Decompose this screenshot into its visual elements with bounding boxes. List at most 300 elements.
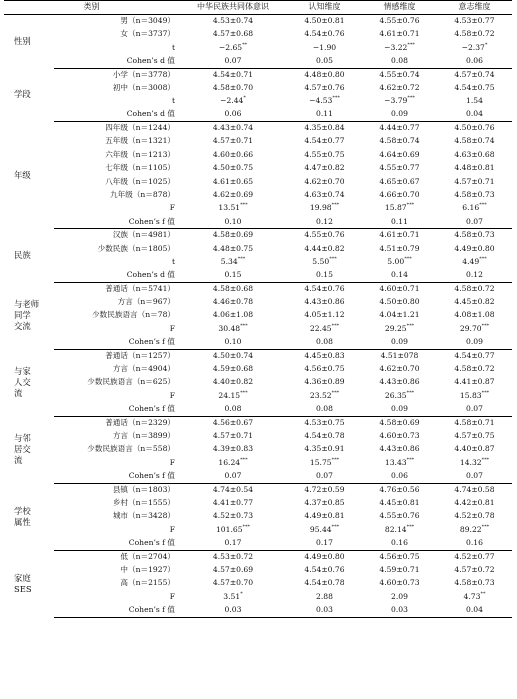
cell-value: 4.60±0.73 bbox=[379, 431, 420, 440]
cell-total bbox=[179, 376, 287, 389]
cell-emotional bbox=[362, 55, 437, 68]
cell-volitional bbox=[437, 68, 512, 81]
cell-volitional bbox=[437, 523, 512, 536]
cell-value: 15.75 bbox=[309, 457, 332, 467]
cell-volitional bbox=[437, 269, 512, 282]
cell-cognitive bbox=[287, 68, 362, 81]
cell-volitional bbox=[437, 577, 512, 590]
cell-value: 4.55±0.76 bbox=[379, 511, 420, 521]
significance-mark: *** bbox=[481, 389, 490, 396]
cell-value: 4.50±0.80 bbox=[379, 297, 420, 307]
cell-emotional bbox=[362, 590, 437, 603]
significance-mark: *** bbox=[407, 95, 415, 102]
cell-total bbox=[179, 282, 287, 295]
table-row bbox=[4, 282, 512, 295]
cell-value: 4.58±0.72 bbox=[454, 364, 495, 374]
cell-total bbox=[179, 202, 287, 215]
group-label bbox=[4, 483, 54, 550]
cell-value: 4.40±0.87 bbox=[454, 444, 495, 454]
group-label-line: SES bbox=[14, 583, 32, 594]
cell-cognitive bbox=[287, 148, 362, 161]
significance-mark: *** bbox=[406, 456, 415, 463]
cell-value: 0.11 bbox=[391, 216, 408, 226]
cell-value: 0.05 bbox=[316, 55, 333, 65]
significance-mark: * bbox=[484, 41, 488, 48]
cell-value: 4.58±0.74 bbox=[454, 136, 495, 146]
row-label: 中（n＝1927） bbox=[120, 564, 175, 574]
table-row bbox=[4, 242, 512, 255]
cell-volitional bbox=[437, 389, 512, 402]
cell-value: 4.37±0.85 bbox=[304, 497, 345, 507]
group-label bbox=[4, 416, 54, 483]
row-label: 方言（n＝3899） bbox=[112, 431, 175, 440]
row-label: 少数民族语言（n＝625） bbox=[87, 377, 175, 387]
cell-cognitive bbox=[287, 510, 362, 523]
cell-emotional bbox=[362, 215, 437, 228]
cell-volitional bbox=[437, 349, 512, 362]
cell-volitional bbox=[437, 55, 512, 68]
row-label: Cohen’s f 值 bbox=[54, 604, 179, 617]
table-row bbox=[4, 189, 512, 202]
row-label: F bbox=[169, 323, 175, 333]
cell-value: 4.57±0.76 bbox=[304, 82, 345, 92]
cell-value: 4.45±0.82 bbox=[454, 297, 495, 307]
cell-value: 4.49±0.80 bbox=[454, 243, 495, 253]
cell-volitional bbox=[437, 456, 512, 469]
cell-value: 0.09 bbox=[391, 337, 408, 347]
cell-cognitive bbox=[287, 389, 362, 402]
significance-mark: *** bbox=[331, 523, 340, 530]
cell-cognitive bbox=[287, 537, 362, 550]
table-row bbox=[4, 523, 512, 536]
cell-cognitive bbox=[287, 162, 362, 175]
row-label: Cohen’s f 值 bbox=[54, 215, 179, 228]
group-label bbox=[4, 282, 54, 349]
table-row bbox=[4, 95, 512, 108]
cell-cognitive bbox=[287, 416, 362, 429]
cell-emotional bbox=[362, 416, 437, 429]
table-row bbox=[4, 349, 512, 362]
cell-cognitive bbox=[287, 322, 362, 335]
cell-value: 95.44 bbox=[309, 524, 332, 534]
cell-cognitive bbox=[287, 215, 362, 228]
cell-value: 4.52±0.78 bbox=[454, 511, 495, 521]
cell-total bbox=[179, 41, 287, 54]
cell-value: 4.56±0.75 bbox=[304, 364, 345, 374]
cell-emotional bbox=[362, 363, 437, 376]
cell-total bbox=[179, 296, 287, 309]
cell-value: 4.74±0.54 bbox=[212, 484, 254, 494]
cell-volitional bbox=[437, 403, 512, 416]
cell-value: 4.74±0.58 bbox=[454, 484, 495, 494]
cell-volitional bbox=[437, 537, 512, 550]
cell-value: 2.88 bbox=[316, 591, 333, 601]
cell-volitional bbox=[437, 510, 512, 523]
cell-value: 0.14 bbox=[391, 270, 408, 280]
cell-emotional bbox=[362, 389, 437, 402]
row-label: Cohen’s d 值 bbox=[54, 108, 179, 121]
row-label: 少数民族语言（n＝558） bbox=[87, 444, 175, 454]
cell-value: 0.04 bbox=[466, 109, 483, 119]
table-row bbox=[4, 497, 512, 510]
significance-mark: *** bbox=[242, 523, 251, 530]
table-row bbox=[4, 68, 512, 81]
row-label: Cohen’s f 值 bbox=[54, 470, 179, 483]
significance-mark: *** bbox=[479, 255, 487, 262]
cell-cognitive bbox=[287, 523, 362, 536]
cell-emotional bbox=[362, 269, 437, 282]
cell-value: 4.57±0.71 bbox=[212, 431, 254, 440]
cell-cognitive bbox=[287, 376, 362, 389]
cell-cognitive bbox=[287, 577, 362, 590]
cell-volitional bbox=[437, 430, 512, 443]
cell-volitional bbox=[437, 497, 512, 510]
cell-value: 4.57±0.75 bbox=[454, 431, 495, 440]
cell-value: 0.03 bbox=[391, 604, 408, 614]
cell-value: 4.50±0.74 bbox=[212, 350, 254, 360]
cell-emotional bbox=[362, 175, 437, 188]
cell-value: 4.73 bbox=[463, 591, 481, 601]
cell-emotional bbox=[362, 604, 437, 617]
table-row bbox=[4, 41, 512, 54]
cell-value: 4.53±0.74 bbox=[212, 16, 254, 26]
cell-value: 0.07 bbox=[224, 55, 242, 65]
group-label-line: 流 bbox=[14, 455, 23, 466]
cell-total bbox=[179, 470, 287, 483]
cell-value: 0.06 bbox=[466, 55, 483, 65]
cell-value: 14.32 bbox=[459, 457, 482, 467]
cell-value: 4.40±0.82 bbox=[212, 377, 254, 387]
cell-value: 4.57±0.71 bbox=[454, 176, 495, 186]
table-row bbox=[4, 55, 512, 68]
row-label: Cohen’s f 值 bbox=[54, 537, 179, 550]
cell-total bbox=[179, 122, 287, 135]
cell-emotional bbox=[362, 497, 437, 510]
row-label: 女（n＝3737） bbox=[120, 29, 175, 39]
cell-emotional bbox=[362, 470, 437, 483]
table-row bbox=[4, 202, 512, 215]
row-label: 普通话（n＝2329） bbox=[105, 417, 175, 427]
cell-value: 4.59±0.71 bbox=[379, 564, 420, 574]
significance-mark: *** bbox=[237, 255, 246, 262]
cell-volitional bbox=[437, 148, 512, 161]
cell-value: 23.52 bbox=[309, 390, 332, 400]
cell-cognitive bbox=[287, 202, 362, 215]
cell-volitional bbox=[437, 162, 512, 175]
cell-value: 4.50±0.76 bbox=[454, 123, 495, 133]
cell-volitional bbox=[437, 443, 512, 456]
table-row bbox=[4, 162, 512, 175]
table-row bbox=[4, 108, 512, 121]
significance-mark: *** bbox=[331, 456, 340, 463]
group-label bbox=[4, 68, 54, 122]
cell-volitional bbox=[437, 296, 512, 309]
cell-value: 4.61±0.71 bbox=[379, 29, 420, 39]
cell-value: 0.06 bbox=[224, 109, 242, 119]
cell-emotional bbox=[362, 296, 437, 309]
cell-total bbox=[179, 403, 287, 416]
cell-value: 3.51 bbox=[223, 591, 241, 601]
cell-volitional bbox=[437, 122, 512, 135]
cell-value: 4.48±0.75 bbox=[212, 243, 254, 253]
cell-emotional bbox=[362, 376, 437, 389]
table-row bbox=[4, 403, 512, 416]
cell-total bbox=[179, 108, 287, 121]
cell-cognitive bbox=[287, 564, 362, 577]
cell-total bbox=[179, 229, 287, 242]
significance-mark: * bbox=[240, 590, 243, 597]
table-row bbox=[4, 269, 512, 282]
table-row bbox=[4, 15, 512, 28]
group-label-line: 民族 bbox=[14, 250, 31, 261]
cell-volitional bbox=[437, 550, 512, 563]
cell-cognitive bbox=[287, 28, 362, 41]
cell-value: 4.46±0.78 bbox=[212, 297, 254, 307]
cell-total bbox=[179, 189, 287, 202]
cell-value: 4.41±0.87 bbox=[454, 377, 495, 387]
cell-value: 4.44±0.82 bbox=[304, 243, 345, 253]
cell-volitional bbox=[437, 135, 512, 148]
table-row bbox=[4, 443, 512, 456]
cell-volitional bbox=[437, 376, 512, 389]
row-label: Cohen’s d 值 bbox=[54, 269, 179, 282]
cell-value: 29.25 bbox=[384, 323, 407, 333]
significance-mark: *** bbox=[240, 322, 248, 329]
row-label: t bbox=[171, 42, 175, 52]
cell-value: 4.58±0.72 bbox=[454, 29, 495, 39]
cell-value: 4.41±0.77 bbox=[212, 497, 254, 507]
cell-total bbox=[179, 523, 287, 536]
cell-emotional bbox=[362, 322, 437, 335]
row-label: 九年级（n＝878） bbox=[110, 189, 175, 199]
cell-total bbox=[179, 564, 287, 577]
cell-value: 4.50±0.81 bbox=[304, 16, 345, 26]
cell-value: 4.54±0.76 bbox=[304, 29, 345, 39]
cell-emotional bbox=[362, 108, 437, 121]
row-label: 低（n＝2704） bbox=[120, 551, 175, 561]
cell-cognitive bbox=[287, 95, 362, 108]
cell-value: 0.07 bbox=[224, 470, 242, 480]
cell-volitional bbox=[437, 590, 512, 603]
row-label: 小学（n＝3778） bbox=[112, 69, 175, 79]
cell-value: 0.12 bbox=[466, 270, 483, 280]
cell-value: 4.61±0.71 bbox=[379, 230, 420, 240]
cell-value: 4.61±0.65 bbox=[212, 176, 254, 186]
cell-value: 4.58±0.74 bbox=[379, 136, 420, 146]
cell-emotional bbox=[362, 309, 437, 322]
cell-value: 0.08 bbox=[316, 337, 333, 347]
cell-value: 4.35±0.84 bbox=[304, 123, 345, 133]
table-row bbox=[4, 28, 512, 41]
cell-volitional bbox=[437, 108, 512, 121]
table-row bbox=[4, 148, 512, 161]
cell-value: 0.08 bbox=[224, 403, 242, 413]
row-label: t bbox=[171, 256, 175, 266]
cell-emotional bbox=[362, 41, 437, 54]
cell-value: 15.87 bbox=[384, 203, 407, 213]
cell-value: 4.62±0.69 bbox=[212, 189, 254, 199]
cell-value: 4.04±1.21 bbox=[379, 310, 420, 320]
table-row bbox=[4, 550, 512, 563]
cell-value: 4.54±0.78 bbox=[304, 431, 345, 440]
table-row bbox=[4, 376, 512, 389]
header-category: 类别 bbox=[4, 1, 179, 15]
group-label bbox=[4, 122, 54, 229]
table-row bbox=[4, 456, 512, 469]
cell-value: 0.10 bbox=[224, 216, 242, 226]
cell-volitional bbox=[437, 309, 512, 322]
cell-value: 4.60±0.71 bbox=[379, 283, 420, 293]
table-row bbox=[4, 416, 512, 429]
cell-emotional bbox=[362, 229, 437, 242]
significance-mark: *** bbox=[404, 255, 412, 262]
cell-volitional bbox=[437, 189, 512, 202]
cell-emotional bbox=[362, 148, 437, 161]
cell-value: 4.63±0.74 bbox=[304, 189, 345, 199]
cell-cognitive bbox=[287, 242, 362, 255]
group-label bbox=[4, 349, 54, 416]
cell-cognitive bbox=[287, 349, 362, 362]
cell-value: 4.62±0.72 bbox=[379, 82, 420, 92]
cell-volitional bbox=[437, 604, 512, 617]
cell-emotional bbox=[362, 95, 437, 108]
cell-cognitive bbox=[287, 55, 362, 68]
cell-value: 4.58±0.72 bbox=[454, 283, 495, 293]
table-row bbox=[4, 336, 512, 349]
cell-value: 4.54±0.76 bbox=[304, 564, 345, 574]
significance-mark: ** bbox=[480, 590, 486, 597]
cell-value: 4.53±0.77 bbox=[454, 16, 495, 26]
row-label: F bbox=[169, 457, 175, 467]
cell-emotional bbox=[362, 202, 437, 215]
header-row bbox=[4, 1, 512, 15]
group-label-line: 学校 bbox=[14, 505, 31, 516]
cell-cognitive bbox=[287, 282, 362, 295]
significance-mark: *** bbox=[481, 523, 490, 530]
cell-total bbox=[179, 456, 287, 469]
cell-volitional bbox=[437, 416, 512, 429]
cell-value: −2.65 bbox=[218, 42, 243, 52]
table-row bbox=[4, 81, 512, 94]
cell-value: 4.49±0.81 bbox=[304, 511, 345, 521]
cell-total bbox=[179, 389, 287, 402]
cell-volitional bbox=[437, 564, 512, 577]
cell-cognitive bbox=[287, 15, 362, 28]
cell-value: 4.06±1.08 bbox=[212, 310, 254, 320]
cell-total bbox=[179, 175, 287, 188]
significance-mark: *** bbox=[240, 389, 248, 396]
cell-value: 4.58±0.73 bbox=[454, 230, 495, 240]
table-row bbox=[4, 363, 512, 376]
cell-value: 2.09 bbox=[391, 591, 408, 601]
cell-value: 4.58±0.73 bbox=[454, 189, 495, 199]
cell-total bbox=[179, 322, 287, 335]
table-row bbox=[4, 256, 512, 269]
cell-value: 4.58±0.71 bbox=[454, 417, 495, 427]
row-label: 普通话（n＝5741） bbox=[105, 283, 175, 293]
cell-value: 4.48±0.81 bbox=[454, 163, 495, 173]
row-label: F bbox=[169, 524, 175, 534]
cell-volitional bbox=[437, 336, 512, 349]
cell-volitional bbox=[437, 81, 512, 94]
cell-value: 1.54 bbox=[466, 96, 483, 106]
cell-value: −2.37 bbox=[461, 42, 485, 52]
cell-volitional bbox=[437, 256, 512, 269]
cell-total bbox=[179, 604, 287, 617]
cell-value: 4.62±0.70 bbox=[304, 176, 345, 186]
cell-value: 4.05±1.12 bbox=[304, 310, 345, 320]
significance-mark: ** bbox=[242, 41, 248, 48]
cell-cognitive bbox=[287, 81, 362, 94]
group-label-line: 同学 bbox=[14, 310, 31, 321]
cell-value: 4.52±0.77 bbox=[454, 551, 495, 561]
table-row bbox=[4, 215, 512, 228]
group-label-line: 流 bbox=[14, 388, 23, 399]
cell-value: 4.72±0.59 bbox=[304, 484, 345, 494]
cell-value: 4.57±0.69 bbox=[212, 564, 254, 574]
cell-value: 13.43 bbox=[384, 457, 407, 467]
cell-value: 4.55±0.76 bbox=[379, 16, 420, 26]
cell-cognitive bbox=[287, 590, 362, 603]
cell-cognitive bbox=[287, 269, 362, 282]
cell-cognitive bbox=[287, 403, 362, 416]
cell-total bbox=[179, 510, 287, 523]
cell-volitional bbox=[437, 229, 512, 242]
cell-value: 4.59±0.68 bbox=[212, 364, 254, 374]
cell-value: 89.22 bbox=[459, 524, 482, 534]
cell-value: 4.60±0.66 bbox=[212, 149, 254, 159]
cell-total bbox=[179, 416, 287, 429]
row-label: 四年级（n＝1244） bbox=[105, 123, 175, 133]
cell-value: 26.35 bbox=[384, 390, 407, 400]
table-row bbox=[4, 430, 512, 443]
header-total: 中华民族共同体意识 bbox=[179, 1, 287, 15]
cell-value: 5.50 bbox=[312, 256, 330, 266]
cell-value: 4.49±0.80 bbox=[304, 551, 345, 561]
cell-value: 4.55±0.77 bbox=[379, 163, 420, 173]
cell-emotional bbox=[362, 135, 437, 148]
cell-value: 4.58±0.68 bbox=[212, 283, 254, 293]
significance-mark: *** bbox=[406, 202, 415, 209]
cell-emotional bbox=[362, 282, 437, 295]
table-row bbox=[4, 229, 512, 242]
cell-value: 5.34 bbox=[220, 256, 238, 266]
table-row bbox=[4, 322, 512, 335]
cell-volitional bbox=[437, 215, 512, 228]
cell-value: 4.64±0.69 bbox=[379, 149, 420, 159]
cell-value: 0.07 bbox=[316, 470, 333, 480]
cell-emotional bbox=[362, 537, 437, 550]
cell-value: 4.56±0.75 bbox=[379, 551, 420, 561]
cell-value: 4.54±0.71 bbox=[212, 69, 254, 79]
cell-volitional bbox=[437, 470, 512, 483]
cell-value: 4.36±0.89 bbox=[304, 377, 345, 387]
row-label: 乡村（n＝1555） bbox=[112, 497, 175, 507]
group-label bbox=[4, 229, 54, 283]
cell-cognitive bbox=[287, 363, 362, 376]
cell-value: 4.44±0.77 bbox=[379, 123, 420, 133]
cell-value: 0.03 bbox=[316, 604, 333, 614]
cell-value: 4.43±0.86 bbox=[304, 297, 345, 307]
row-label: 初中（n＝3008） bbox=[112, 82, 175, 92]
cell-total bbox=[179, 215, 287, 228]
table-row bbox=[4, 175, 512, 188]
cell-emotional bbox=[362, 550, 437, 563]
significance-mark: *** bbox=[481, 456, 490, 463]
cell-total bbox=[179, 242, 287, 255]
cell-total bbox=[179, 162, 287, 175]
cell-emotional bbox=[362, 162, 437, 175]
